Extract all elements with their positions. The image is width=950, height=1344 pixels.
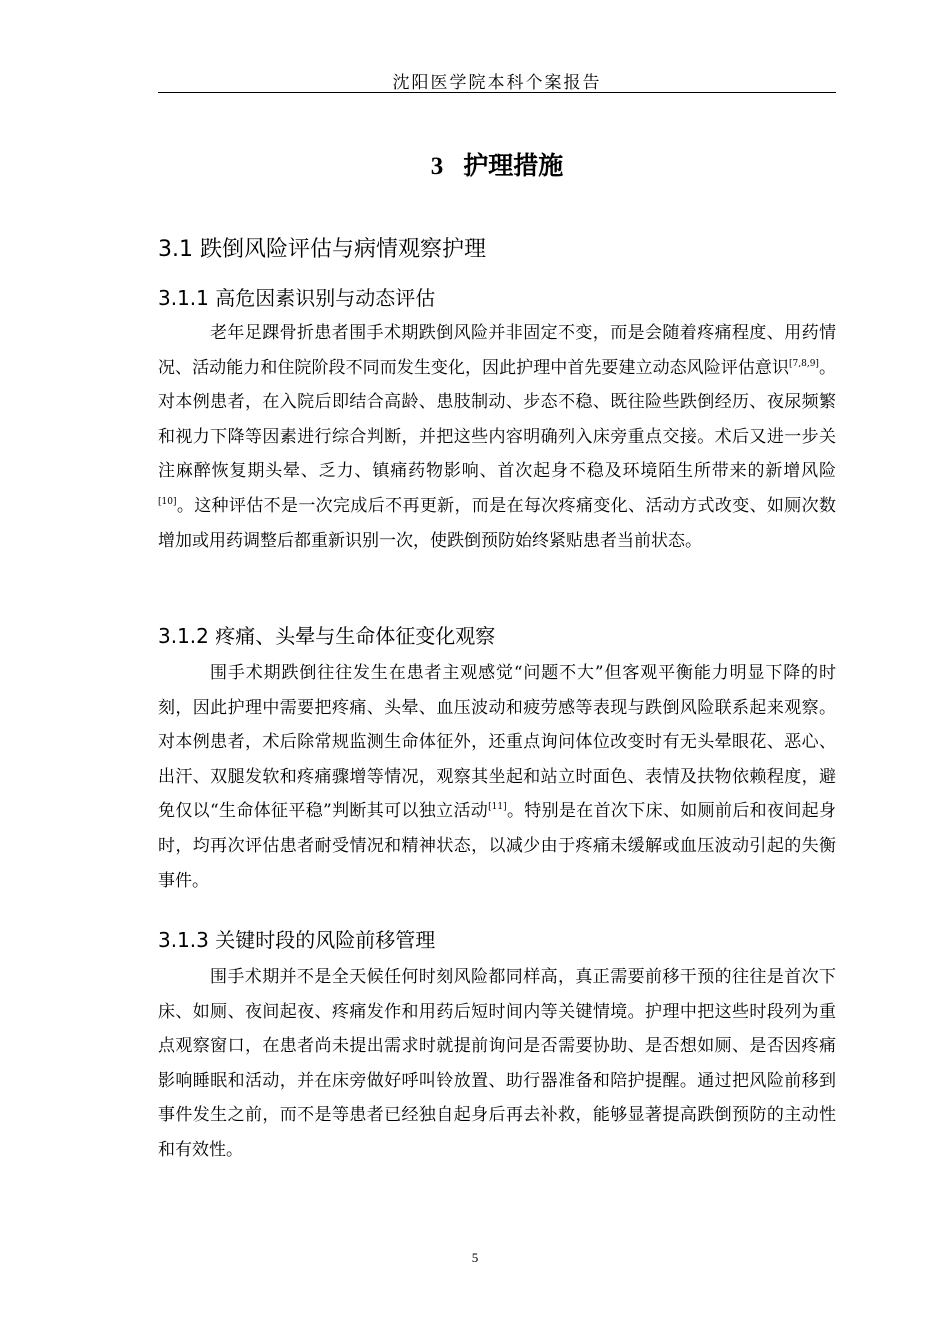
citation: [7,8,9] (789, 358, 819, 369)
paragraph-3-1-3 (158, 960, 836, 1168)
running-header: 沈阳医学院本科个案报告 (392, 73, 602, 93)
citation: [11] (488, 802, 507, 813)
paragraph-text: 。对本例患者，在入院后即结合高龄、患肢制动、步态不稳、既往险些跌倒经历、夜尿频繁和视力下降等因素进行综合判断，并把这些内容明确列入床旁重点交接。术后又进一步关注麻醉恢复期头晕、乏力、镇痛药物影响、首次起身不稳及环境陌生所带来的新增风险 (158, 357, 837, 482)
subsection-title-3-1-3: 3.1.3 关键时段的风险前移管理 (158, 928, 436, 952)
page-number: 5 (471, 1250, 479, 1265)
paragraph-text: 围手术期跌倒往往发生在患者主观感觉“问题不大”但客观平衡能力明显下降的时刻，因此护理中需要把疼痛、头晕、血压波动和疲劳感等表现与跌倒风险联系起来观察。对本例患者，术后除常规监测生命体征外，还重点询问体位改变时有无头晕眼花、恶心、出汗、双腿发软和疼痛骤增等情况，观察其坐起和站立时面色、表情及扶物依赖程度，避免仅以“生命体征平稳”判断其可以独立活动 (158, 663, 836, 822)
paragraph-text: 围手术期并不是全天候任何时刻风险都同样高，真正需要前移干预的往往是首次下床、如厕、夜间起夜、疼痛发作和用药后短时间内等关键情境。护理中把这些时段列为重点观察窗口，在患者尚未提出需求时就提前询问是否需要协助、是否想如厕、是否因疼痛影响睡眠和活动，并在床旁做好呼叫铃放置、助行器准备和陪护提醒。通过把风险前移到事件发生之前，而不是等患者已经独自起身后再去补救，能够显著提高跌倒预防的主动性和有效性。 (158, 967, 836, 1160)
header-rule (158, 92, 836, 93)
paragraph-3-1-1 (158, 316, 836, 558)
citation: [10] (158, 496, 177, 507)
subsection-title-3-1-1: 3.1.1 高危因素识别与动态评估 (158, 286, 436, 310)
paragraph-text: 。这种评估不是一次完成后不再更新，而是在每次疼痛变化、活动方式改变、如厕次数增加或用药调整后都重新识别一次，使跌倒预防始终紧贴患者当前状态。 (158, 495, 836, 551)
paragraph-text: 老年足踝骨折患者围手术期跌倒风险并非固定不变，而是会随着疼痛程度、用药情况、活动能力和住院阶段不同而发生变化，因此护理中首先要建立动态风险评估意识 (158, 323, 836, 378)
chapter-title: 护理措施 (463, 151, 564, 180)
chapter-number: 3 (430, 153, 444, 180)
paragraph-3-1-2 (158, 656, 836, 898)
subsection-title-3-1-2: 3.1.2 疼痛、头晕与生命体征变化观察 (158, 624, 496, 648)
section-title: 3.1 跌倒风险评估与病情观察护理 (158, 237, 486, 262)
paragraph-text: 。特别是在首次下床、如厕前后和夜间起身时，均再次评估患者耐受情况和精神状态，以减少由于疼痛未缓解或血压波动引起的失衡事件。 (158, 801, 837, 891)
chapter-heading (158, 146, 836, 182)
